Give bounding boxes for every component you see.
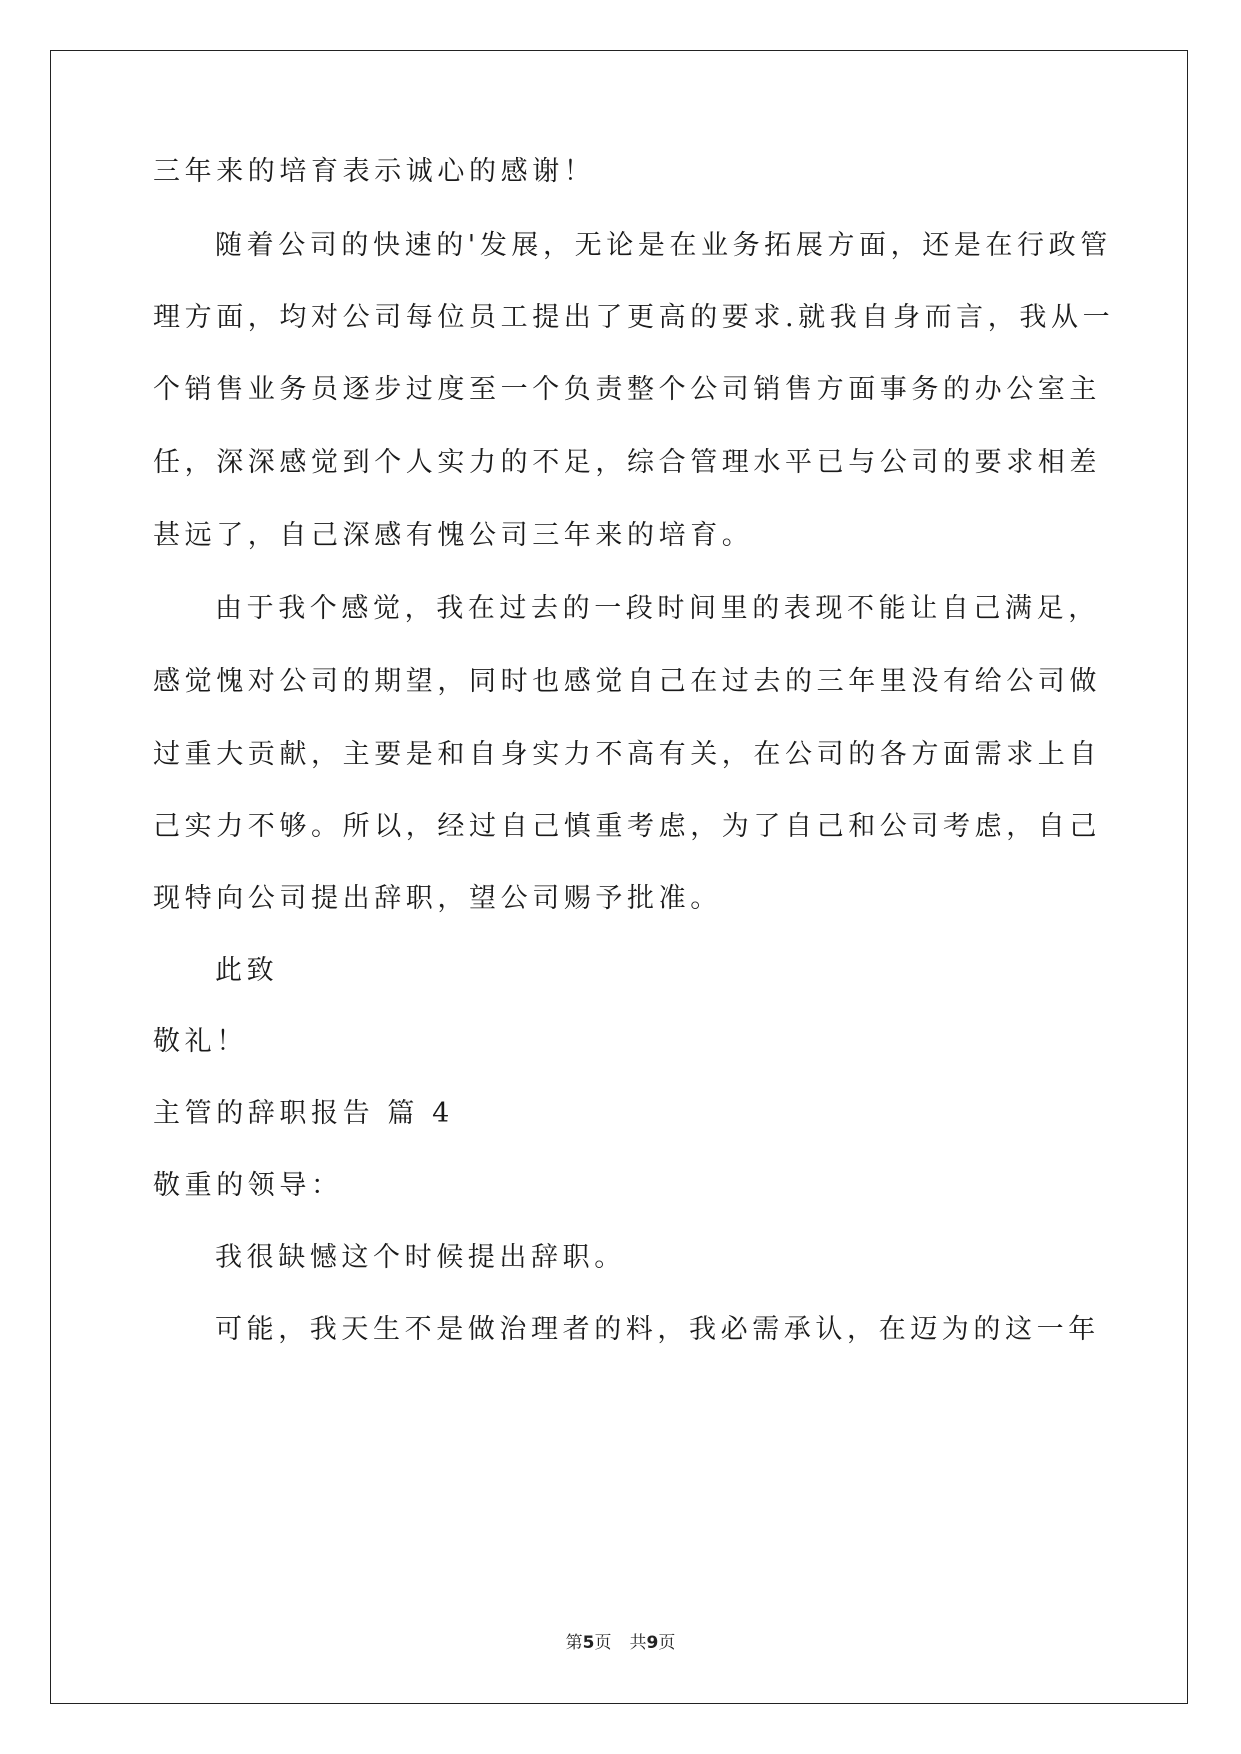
- text-line: 个销售业务员逐步过度至一个负责整个公司销售方面事务的办公室主: [153, 374, 1101, 405]
- footer-page-unit: 页: [594, 1633, 612, 1653]
- footer-page-prefix: 第: [565, 1633, 583, 1653]
- text-line: 甚远了，自己深感有愧公司三年来的培育。: [153, 520, 754, 551]
- paragraph-start-line: 随着公司的快速的'发展，无论是在业务拓展方面，还是在行政管: [215, 230, 1112, 261]
- footer-page-number: 5: [582, 1633, 595, 1653]
- paragraph-start-line: 我很缺憾这个时候提出辞职。: [215, 1242, 626, 1273]
- salutation-line: 此致: [215, 955, 279, 986]
- text-line: 己实力不够。所以，经过自己慎重考虑，为了自己和公司考虑，自己: [153, 811, 1101, 842]
- text-line: 理方面，均对公司每位员工提出了更高的要求.就我自身而言，我从一: [153, 302, 1115, 333]
- footer-total-unit: 页: [658, 1633, 676, 1653]
- section-heading: 主管的辞职报告 篇 4: [153, 1098, 454, 1129]
- text-line: 现特向公司提出辞职，望公司赐予批准。: [153, 883, 722, 914]
- closing-line: 敬礼！: [153, 1026, 248, 1057]
- footer-total-prefix: 共: [629, 1633, 647, 1653]
- paragraph-start-line: 由于我个感觉，我在过去的一段时间里的表现不能让自己满足，: [215, 593, 1100, 624]
- text-line: 三年来的培育表示诚心的感谢！: [153, 156, 596, 187]
- paragraph-start-line: 可能，我天生不是做治理者的料，我必需承认，在迈为的这一年: [215, 1314, 1100, 1345]
- footer-total-pages: 9: [646, 1633, 659, 1653]
- text-line: 过重大贡献，主要是和自身实力不高有关，在公司的各方面需求上自: [153, 739, 1101, 770]
- text-line: 感觉愧对公司的期望，同时也感觉自己在过去的三年里没有给公司做: [153, 666, 1101, 697]
- greeting-line: 敬重的领导：: [153, 1170, 343, 1201]
- text-line: 任，深深感觉到个人实力的不足，综合管理水平已与公司的要求相差: [153, 447, 1101, 478]
- page-footer: [0, 1628, 1241, 1653]
